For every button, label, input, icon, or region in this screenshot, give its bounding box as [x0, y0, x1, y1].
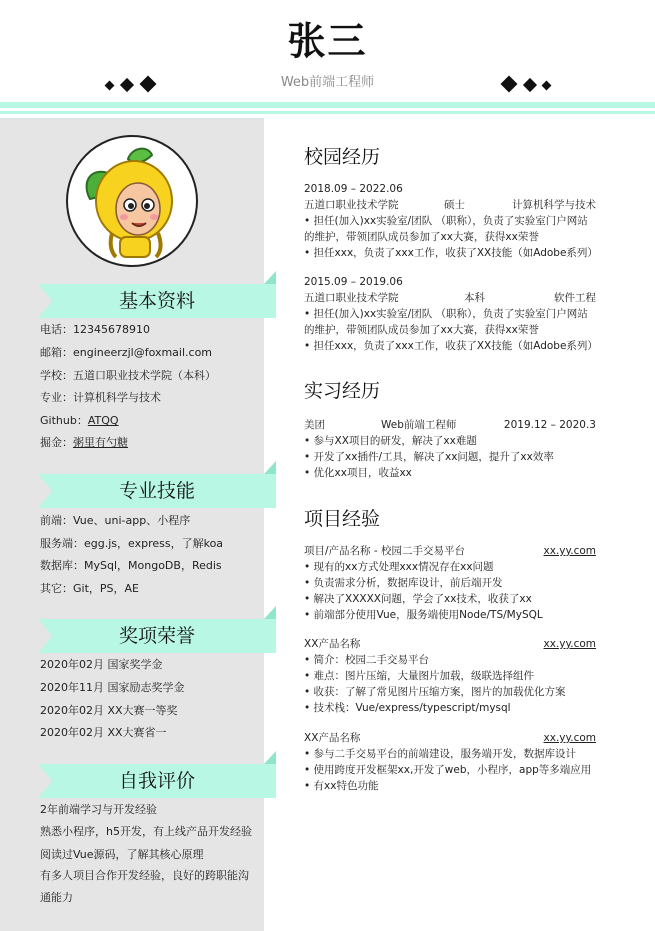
self-evaluation-heading: 自我评价: [118, 770, 195, 792]
project-bullet: • 参与二手交易平台的前端建设，服务端开发，数据库设计: [304, 748, 577, 760]
header-stripe-thin: [0, 111, 655, 114]
intern-bullet: • 参与XX项目的研发，解决了xx难题: [304, 435, 477, 447]
project-bullet: • 难点：图片压缩，大量图片加载，级联选择组件: [304, 670, 535, 682]
project-bullet: • 使用跨度开发框架xx,开发了web，小程序，app等多端应用: [304, 764, 592, 776]
skill-item: 前端：Vue、uni-app、小程序: [40, 514, 191, 527]
header-stripe: [0, 102, 655, 108]
intern-heading: 实习经历: [304, 380, 381, 402]
skill-item: 数据库：MySql，MongoDB，Redis: [40, 559, 222, 572]
lemon-avatar-icon: [68, 137, 196, 265]
juejin-link[interactable]: 粥里有勺糖: [73, 436, 128, 449]
campus-period: 2015.09 – 2019.06: [304, 276, 403, 288]
github-link[interactable]: ATQQ: [87, 414, 119, 427]
self-item: 阅读过Vue源码，了解其核心原理: [40, 848, 204, 861]
campus-major: 软件工程: [554, 292, 596, 304]
candidate-name: 张三: [287, 19, 368, 63]
intern-position: Web前端工程师: [381, 419, 457, 431]
project-bullet: • 简介：校园二手交易平台: [304, 654, 430, 666]
intern-company: 美团: [304, 419, 325, 431]
project-name: XX产品名称: [304, 732, 361, 744]
campus-school: 五道口职业技术学院: [304, 292, 399, 304]
award-item: 2020年02月 国家奖学金: [40, 658, 163, 671]
juejin-label: 掘金：: [40, 436, 73, 449]
campus-heading: 校园经历: [304, 146, 381, 168]
avatar: [66, 135, 198, 267]
awards-heading: 奖项荣誉: [118, 625, 195, 647]
campus-bullet: • 担任xxx，负责了xxx工作，收获了XX技能（如Adobe系列）: [304, 247, 598, 259]
intern-bullet: • 开发了xx插件/工具，解决了xx问题，提升了xx效率: [304, 451, 554, 463]
project-bullet: • 技术栈：Vue/express/typescript/mysql: [304, 702, 511, 714]
email-text: 邮箱：engineerzjl@foxmail.com: [40, 346, 213, 359]
ribbon-awards: [38, 619, 276, 653]
major-text: 专业：计算机科学与技术: [40, 391, 161, 404]
project-name: XX产品名称: [304, 638, 361, 650]
basic-info-heading: 基本资料: [118, 290, 195, 312]
ribbon-skills: [38, 474, 276, 508]
award-item: 2020年02月 XX大赛一等奖: [40, 704, 178, 717]
campus-degree: 本科: [464, 292, 485, 304]
campus-bullet: • 担任(加入)xx实验室/团队 （职称），负责了实验室门户网站的维护，带领团队成员参加了xx大赛，获得xx荣誉: [304, 308, 588, 336]
campus-degree: 硕士: [444, 199, 465, 211]
award-item: 2020年11月 国家励志奖学金: [40, 681, 185, 694]
job-title: Web前端工程师: [280, 75, 375, 90]
project-bullet: • 有xx特色功能: [304, 780, 379, 792]
project-link[interactable]: xx.yy.com: [543, 638, 596, 650]
self-item: 2年前端学习与开发经验: [40, 803, 157, 816]
project-bullet: • 前端部分使用Vue，服务端使用Node/TS/MySQL: [304, 609, 543, 621]
campus-school: 五道口职业技术学院: [304, 199, 399, 211]
github-row: [40, 414, 119, 428]
resume-header: [0, 0, 655, 118]
award-item: 2020年02月 XX大赛省一: [40, 726, 167, 739]
sidebar: [0, 118, 264, 931]
self-item: 有多人项目合作开发经验，良好的跨职能沟通能力: [40, 869, 249, 904]
intern-period: 2019.12 – 2020.3: [503, 419, 596, 431]
project-name: 项目/产品名称 - 校园二手交易平台: [304, 545, 466, 557]
school-text: 学校：五道口职业技术学院（本科）: [40, 369, 216, 382]
project-bullet: • 负责需求分析，数据库设计，前后端开发: [304, 577, 503, 589]
campus-period: 2018.09 – 2022.06: [304, 183, 403, 195]
phone-text: 电话：12345678910: [40, 323, 150, 336]
skill-item: 服务端：egg.js，express，了解koa: [40, 537, 224, 550]
project-link[interactable]: xx.yy.com: [543, 732, 596, 744]
ribbon-basic-info: [38, 284, 276, 318]
project-bullet: • 解决了XXXXX问题，学会了xx技术，收获了xx: [304, 593, 532, 605]
skills-heading: 专业技能: [118, 480, 195, 502]
campus-bullet: • 担任(加入)xx实验室/团队 （职称），负责了实验室门户网站的维护，带领团队成员参加了xx大赛，获得xx荣誉: [304, 215, 588, 243]
self-item: 熟悉小程序，h5开发，有上线产品开发经验: [40, 825, 252, 838]
github-label: Github：: [40, 414, 88, 427]
intern-bullet: • 优化xx项目，收益xx: [304, 467, 412, 479]
project-bullet: • 现有的xx方式处理xxx情况存在xx问题: [304, 561, 494, 573]
skill-item: 其它：Git，PS，AE: [40, 582, 139, 595]
juejin-row: [40, 436, 128, 450]
ribbon-self-evaluation: [38, 764, 276, 798]
campus-major: 计算机科学与技术: [512, 199, 596, 211]
project-link[interactable]: xx.yy.com: [543, 545, 596, 557]
campus-bullet: • 担任xxx，负责了xxx工作，收获了XX技能（如Adobe系列）: [304, 340, 598, 352]
projects-heading: 项目经验: [304, 508, 381, 530]
project-bullet: • 收获：了解了常见图片压缩方案，图片的加载优化方案: [304, 686, 566, 698]
